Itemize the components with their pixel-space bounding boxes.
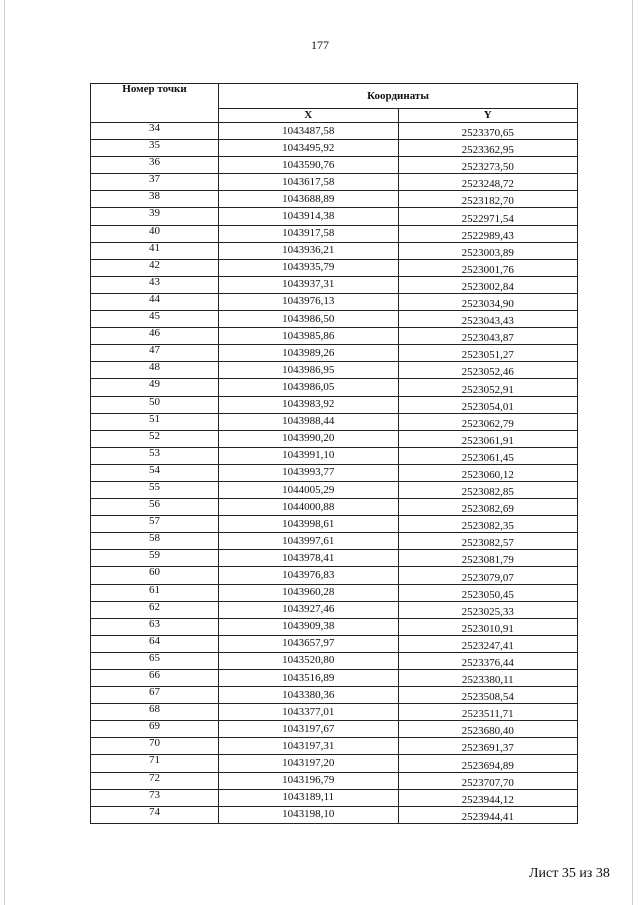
y-coordinate-cell: 2523081,79	[398, 550, 578, 567]
y-coordinate-cell: 2523052,46	[398, 362, 578, 379]
point-number-cell: 39	[91, 208, 219, 225]
table-row	[91, 345, 578, 362]
x-coordinate-cell: 1043976,13	[219, 293, 399, 310]
y-coordinate-cell: 2523025,33	[398, 601, 578, 618]
x-coordinate-cell: 1043986,05	[219, 379, 399, 396]
table-row	[91, 516, 578, 533]
y-coordinate-cell: 2523002,84	[398, 276, 578, 293]
x-coordinate-cell: 1043976,83	[219, 567, 399, 584]
point-number-cell: 52	[91, 430, 219, 447]
y-coordinate-cell: 2523247,41	[398, 635, 578, 652]
x-coordinate-cell: 1043198,10	[219, 806, 399, 823]
table-row	[91, 225, 578, 242]
point-number-cell: 34	[91, 123, 219, 140]
y-coordinate-cell: 2523054,01	[398, 396, 578, 413]
table-body	[91, 123, 578, 824]
table-row	[91, 755, 578, 772]
x-coordinate-cell: 1043487,58	[219, 123, 399, 140]
table-row	[91, 635, 578, 652]
point-number-cell: 63	[91, 618, 219, 635]
x-coordinate-cell: 1043978,41	[219, 550, 399, 567]
left-margin-line	[4, 0, 5, 905]
y-coordinate-cell: 2523680,40	[398, 721, 578, 738]
point-number-cell: 73	[91, 789, 219, 806]
point-number-cell: 68	[91, 704, 219, 721]
point-number-cell: 69	[91, 721, 219, 738]
y-coordinate-cell: 2523082,57	[398, 533, 578, 550]
x-coordinate-cell: 1043991,10	[219, 447, 399, 464]
point-number-cell: 38	[91, 191, 219, 208]
x-coordinate-cell: 1043937,31	[219, 276, 399, 293]
x-coordinate-cell: 1043985,86	[219, 328, 399, 345]
table-row	[91, 396, 578, 413]
x-coordinate-cell: 1043935,79	[219, 259, 399, 276]
y-coordinate-cell: 2522989,43	[398, 225, 578, 242]
y-coordinate-cell: 2522971,54	[398, 208, 578, 225]
point-number-cell: 49	[91, 379, 219, 396]
y-coordinate-cell: 2523248,72	[398, 174, 578, 191]
point-number-cell: 74	[91, 806, 219, 823]
point-number-cell: 37	[91, 174, 219, 191]
y-coordinate-cell: 2523380,11	[398, 670, 578, 687]
x-coordinate-cell: 1043189,11	[219, 789, 399, 806]
x-coordinate-cell: 1043197,20	[219, 755, 399, 772]
x-coordinate-cell: 1043495,92	[219, 140, 399, 157]
x-coordinate-cell: 1043516,89	[219, 670, 399, 687]
table-row	[91, 806, 578, 823]
y-coordinate-cell: 2523691,37	[398, 738, 578, 755]
table-row	[91, 447, 578, 464]
x-coordinate-cell: 1043927,46	[219, 601, 399, 618]
point-number-cell: 56	[91, 499, 219, 516]
x-coordinate-cell: 1043986,50	[219, 311, 399, 328]
y-coordinate-cell: 2523707,70	[398, 772, 578, 789]
point-number-cell: 57	[91, 516, 219, 533]
point-number-cell: 67	[91, 687, 219, 704]
y-coordinate-cell: 2523061,45	[398, 447, 578, 464]
x-coordinate-cell: 1043998,61	[219, 516, 399, 533]
table-row	[91, 311, 578, 328]
y-coordinate-cell: 2523694,89	[398, 755, 578, 772]
y-coordinate-cell: 2523052,91	[398, 379, 578, 396]
point-number-cell: 66	[91, 670, 219, 687]
table-row	[91, 191, 578, 208]
y-coordinate-cell: 2523062,79	[398, 413, 578, 430]
point-number-cell: 64	[91, 635, 219, 652]
point-number-cell: 41	[91, 242, 219, 259]
table-row	[91, 276, 578, 293]
y-coordinate-cell: 2523051,27	[398, 345, 578, 362]
table-row	[91, 174, 578, 191]
point-number-cell: 43	[91, 276, 219, 293]
y-coordinate-cell: 2523061,91	[398, 430, 578, 447]
x-coordinate-cell: 1043197,31	[219, 738, 399, 755]
point-number-cell: 55	[91, 481, 219, 498]
point-number-cell: 40	[91, 225, 219, 242]
coordinates-table	[90, 83, 578, 824]
table-row	[91, 789, 578, 806]
x-coordinate-cell: 1043960,28	[219, 584, 399, 601]
point-number-cell: 58	[91, 533, 219, 550]
y-coordinate-cell: 2523362,95	[398, 140, 578, 157]
x-coordinate-cell: 1044005,29	[219, 481, 399, 498]
table-row	[91, 328, 578, 345]
x-coordinate-cell: 1043989,26	[219, 345, 399, 362]
x-coordinate-cell: 1043520,80	[219, 652, 399, 669]
y-coordinate-cell: 2523944,12	[398, 789, 578, 806]
y-coordinate-cell: 2523034,90	[398, 293, 578, 310]
y-coordinate-cell: 2523010,91	[398, 618, 578, 635]
header-coordinates: Координаты	[219, 84, 578, 109]
x-coordinate-cell: 1043986,95	[219, 362, 399, 379]
table-row	[91, 140, 578, 157]
table-header-row	[91, 84, 578, 109]
y-coordinate-cell: 2523043,87	[398, 328, 578, 345]
point-number-cell: 60	[91, 567, 219, 584]
header-point-number: Номер точки	[91, 84, 219, 123]
y-coordinate-cell: 2523376,44	[398, 652, 578, 669]
table-row	[91, 499, 578, 516]
x-coordinate-cell: 1043914,38	[219, 208, 399, 225]
header-x: X	[219, 109, 399, 123]
x-coordinate-cell: 1043380,36	[219, 687, 399, 704]
table-row	[91, 670, 578, 687]
y-coordinate-cell: 2523508,54	[398, 687, 578, 704]
point-number-cell: 70	[91, 738, 219, 755]
point-number-cell: 48	[91, 362, 219, 379]
table-row	[91, 293, 578, 310]
table-row	[91, 464, 578, 481]
table-row	[91, 738, 578, 755]
y-coordinate-cell: 2523079,07	[398, 567, 578, 584]
y-coordinate-cell: 2523273,50	[398, 157, 578, 174]
y-coordinate-cell: 2523370,65	[398, 123, 578, 140]
table-row	[91, 481, 578, 498]
y-coordinate-cell: 2523082,69	[398, 499, 578, 516]
y-coordinate-cell: 2523043,43	[398, 311, 578, 328]
point-number-cell: 50	[91, 396, 219, 413]
x-coordinate-cell: 1043917,58	[219, 225, 399, 242]
x-coordinate-cell: 1043990,20	[219, 430, 399, 447]
point-number-cell: 59	[91, 550, 219, 567]
table-row	[91, 259, 578, 276]
x-coordinate-cell: 1043657,97	[219, 635, 399, 652]
x-coordinate-cell: 1043197,67	[219, 721, 399, 738]
table-row	[91, 430, 578, 447]
x-coordinate-cell: 1043936,21	[219, 242, 399, 259]
table-row	[91, 601, 578, 618]
y-coordinate-cell: 2523944,41	[398, 806, 578, 823]
y-coordinate-cell: 2523050,45	[398, 584, 578, 601]
table-row	[91, 123, 578, 140]
point-number-cell: 51	[91, 413, 219, 430]
point-number-cell: 44	[91, 293, 219, 310]
table-row	[91, 687, 578, 704]
table-row	[91, 379, 578, 396]
x-coordinate-cell: 1043909,38	[219, 618, 399, 635]
point-number-cell: 35	[91, 140, 219, 157]
right-margin-line	[632, 0, 633, 905]
table-row	[91, 157, 578, 174]
table-row	[91, 413, 578, 430]
table-row	[91, 362, 578, 379]
y-coordinate-cell: 2523082,35	[398, 516, 578, 533]
table-row	[91, 550, 578, 567]
point-number-cell: 36	[91, 157, 219, 174]
y-coordinate-cell: 2523182,70	[398, 191, 578, 208]
table-row	[91, 208, 578, 225]
x-coordinate-cell: 1043590,76	[219, 157, 399, 174]
table-row	[91, 242, 578, 259]
table-row	[91, 652, 578, 669]
x-coordinate-cell: 1043196,79	[219, 772, 399, 789]
x-coordinate-cell: 1043988,44	[219, 413, 399, 430]
point-number-cell: 72	[91, 772, 219, 789]
x-coordinate-cell: 1043688,89	[219, 191, 399, 208]
header-y: Y	[398, 109, 578, 123]
table-row	[91, 533, 578, 550]
table-row	[91, 584, 578, 601]
y-coordinate-cell: 2523082,85	[398, 481, 578, 498]
x-coordinate-cell: 1044000,88	[219, 499, 399, 516]
y-coordinate-cell: 2523001,76	[398, 259, 578, 276]
y-coordinate-cell: 2523511,71	[398, 704, 578, 721]
table-row	[91, 618, 578, 635]
point-number-cell: 46	[91, 328, 219, 345]
x-coordinate-cell: 1043983,92	[219, 396, 399, 413]
y-coordinate-cell: 2523003,89	[398, 242, 578, 259]
page-number: 177	[311, 38, 329, 52]
point-number-cell: 54	[91, 464, 219, 481]
table-row	[91, 772, 578, 789]
point-number-cell: 65	[91, 652, 219, 669]
x-coordinate-cell: 1043377,01	[219, 704, 399, 721]
x-coordinate-cell: 1043993,77	[219, 464, 399, 481]
x-coordinate-cell: 1043997,61	[219, 533, 399, 550]
point-number-cell: 45	[91, 311, 219, 328]
point-number-cell: 53	[91, 447, 219, 464]
y-coordinate-cell: 2523060,12	[398, 464, 578, 481]
point-number-cell: 47	[91, 345, 219, 362]
table-row	[91, 567, 578, 584]
table-row	[91, 721, 578, 738]
table-row	[91, 704, 578, 721]
sheet-footer: Лист 35 из 38	[529, 866, 610, 881]
point-number-cell: 71	[91, 755, 219, 772]
x-coordinate-cell: 1043617,58	[219, 174, 399, 191]
point-number-cell: 42	[91, 259, 219, 276]
point-number-cell: 61	[91, 584, 219, 601]
point-number-cell: 62	[91, 601, 219, 618]
